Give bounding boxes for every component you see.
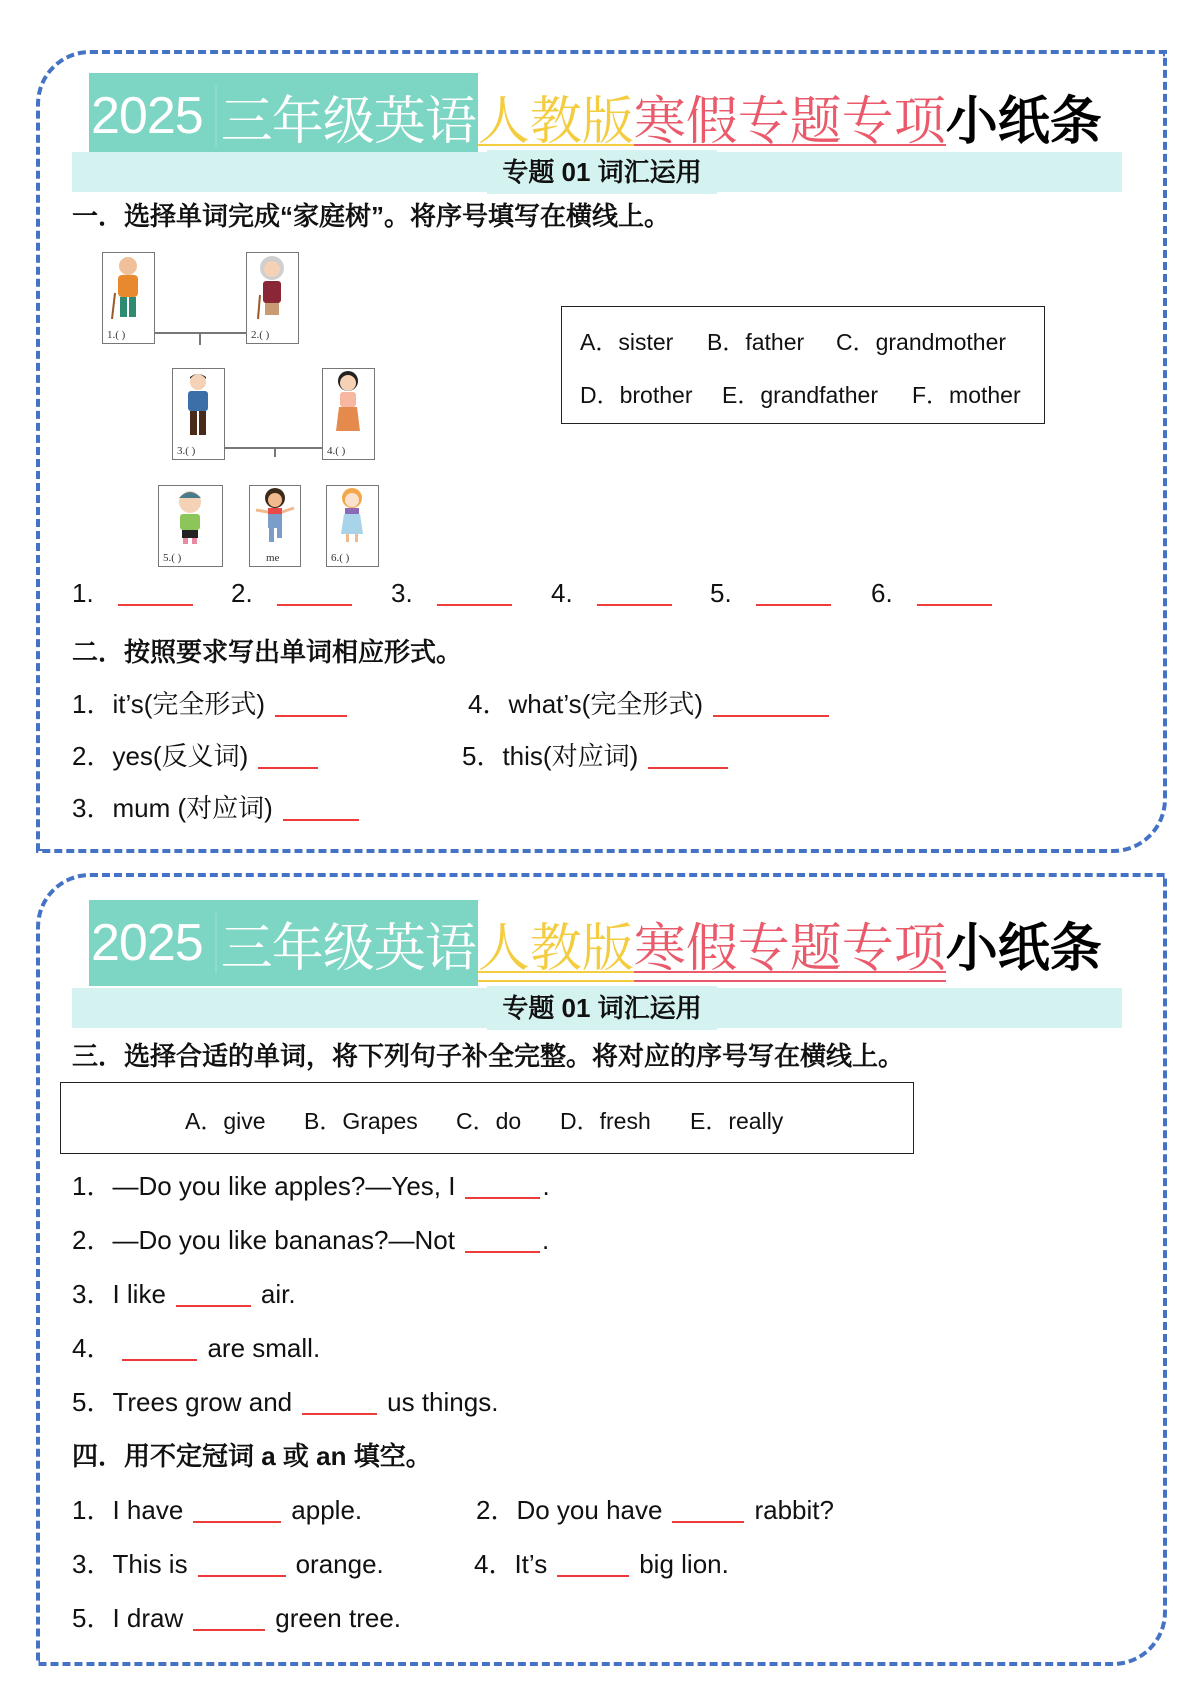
s4-blank-5[interactable] — [193, 1605, 265, 1631]
title-edition: 人教版 — [478, 900, 634, 986]
mother-icon — [323, 369, 373, 441]
s3-blank-3[interactable] — [176, 1281, 251, 1307]
answer-4: 4. — [551, 578, 682, 609]
figure-me: me — [249, 485, 301, 567]
title-suffix: 小纸条 — [945, 92, 1102, 151]
figure-mother: 4.( ) — [322, 368, 375, 460]
s3-item-1: 1．—Do you like apples?—Yes, I . — [72, 1171, 550, 1201]
s4-item-3: 3．This is orange. — [72, 1549, 384, 1579]
figure-sister: 6.( ) — [326, 485, 379, 567]
title-green-block — [89, 900, 478, 986]
title-topic: 寒假专题专项 — [634, 900, 946, 986]
answer-blank-5[interactable] — [756, 580, 831, 606]
s4-item-4: 4．It’s big lion. — [474, 1549, 729, 1579]
sister-icon — [327, 486, 377, 548]
answer-5: 5. — [710, 578, 841, 609]
s2-blank-1[interactable] — [275, 691, 347, 717]
s4-item-2: 2．Do you have rabbit? — [476, 1495, 834, 1525]
answer-blank-4[interactable] — [597, 580, 672, 606]
title-grade-subject: 三年级英语 — [220, 919, 476, 978]
title-edition: 人教版 — [478, 73, 634, 159]
option-b: B．Grapes — [304, 1108, 418, 1134]
answer-1: 1. — [72, 578, 203, 609]
answer-3: 3. — [391, 578, 522, 609]
subtitle: 专题 01 词汇运用 — [487, 986, 717, 1030]
figure-brother: 5.( ) — [158, 485, 223, 567]
title-suffix: 小纸条 — [945, 919, 1102, 978]
s2-blank-4[interactable] — [713, 691, 829, 717]
title-year: 2025 — [91, 86, 217, 146]
s3-item-5: 5．Trees grow and us things. — [72, 1387, 499, 1417]
option-e: E．grandfather — [722, 382, 878, 408]
option-a: A．sister — [580, 329, 674, 355]
option-c: C．do — [456, 1108, 522, 1134]
s3-item-4: 4． are small. — [72, 1333, 321, 1363]
answer-6: 6. — [871, 578, 1002, 609]
subtitle: 专题 01 词汇运用 — [487, 150, 717, 194]
title-year: 2025 — [91, 913, 217, 973]
answer-blank-2[interactable] — [277, 580, 352, 606]
s2-item-5: 5．this(对应词) — [462, 736, 738, 773]
option-c: C．grandmother — [836, 329, 1007, 355]
s2-blank-3[interactable] — [283, 795, 359, 821]
s3-blank-2[interactable] — [465, 1227, 540, 1253]
answer-2: 2. — [231, 578, 362, 609]
grandfather-icon — [103, 253, 153, 325]
title-grade-subject: 三年级英语 — [220, 92, 476, 151]
section4-heading: 四．用不定冠词 a 或 an 填空。 — [72, 1441, 432, 1471]
option-a: A．give — [185, 1108, 266, 1134]
title-topic: 寒假专题专项 — [634, 73, 946, 159]
section2-heading: 二．按照要求写出单词相应形式。 — [72, 637, 463, 667]
grandmother-icon — [247, 253, 297, 325]
s2-item-4: 4．what’s(完全形式) — [468, 684, 839, 721]
s2-item-2: 2．yes(反义词) — [72, 736, 328, 773]
father-icon — [173, 369, 223, 441]
s3-item-2: 2．—Do you like bananas?—Not . — [72, 1225, 550, 1255]
s3-blank-5[interactable] — [302, 1389, 377, 1415]
title-banner-1 — [89, 73, 1102, 159]
s2-item-3: 3．mum (对应词) — [72, 788, 369, 825]
s4-blank-4[interactable] — [557, 1551, 629, 1577]
figure-grandmother: 2.( ) — [246, 252, 299, 344]
section3-heading: 三．选择合适的单词，将下列句子补全完整。将对应的序号写在横线上。 — [72, 1041, 905, 1071]
s2-blank-2[interactable] — [258, 743, 318, 769]
section1-heading: 一．选择单词完成“家庭树”。将序号填写在横线上。 — [72, 201, 671, 231]
s4-blank-1[interactable] — [193, 1497, 281, 1523]
title-green-block — [89, 73, 478, 159]
figure-father: 3.( ) — [172, 368, 225, 460]
figure-grandfather: 1.( ) — [102, 252, 155, 344]
answer-blank-3[interactable] — [437, 580, 512, 606]
title-banner-2 — [89, 900, 1102, 986]
option-d: D．fresh — [560, 1108, 651, 1134]
option-f: F．mother — [912, 382, 1021, 408]
option-b: B．father — [707, 329, 805, 355]
brother-icon — [159, 486, 221, 548]
s3-blank-1[interactable] — [465, 1173, 540, 1199]
s4-blank-3[interactable] — [198, 1551, 286, 1577]
s2-blank-5[interactable] — [648, 743, 728, 769]
option-d: D．brother — [580, 382, 693, 408]
s2-item-1: 1．it’s(完全形式) — [72, 684, 357, 721]
s4-blank-2[interactable] — [672, 1497, 744, 1523]
s4-item-5: 5．I draw green tree. — [72, 1603, 402, 1633]
me-girl-icon — [250, 486, 300, 548]
s3-blank-4[interactable] — [122, 1335, 197, 1361]
s3-item-3: 3．I like air. — [72, 1279, 296, 1309]
answer-blank-6[interactable] — [917, 580, 992, 606]
answer-blank-1[interactable] — [118, 580, 193, 606]
s4-item-1: 1．I have apple. — [72, 1495, 363, 1525]
option-e: E．really — [690, 1108, 784, 1134]
